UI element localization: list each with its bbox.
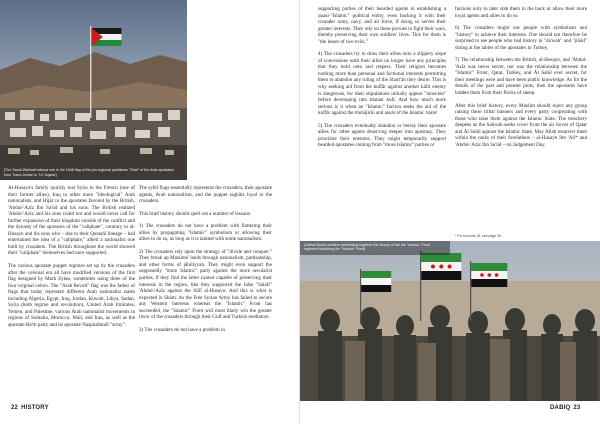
paragraph: 2) The crusaders rely upon the strategy of "divide and conquer." They break up Muslims' lands through nationalism, partisanship, and other forms of jāhiliyyah. They might even support the supposedly "more Islamic" party against the more secularist parties, if they find the latter cannot capable of preserving their interests in the region, like they supported the false "Salafi" 'Abdul-'Azīz against the Sūfī al-Husayn. And this is what is expected in Shām. As the Free Syrian Army has failed to secure any Western interests whereas the "Islamic" Front has succeeded, the "Islamic" Front will most likely win the greater favor of the crusaders through their Gulf and Turkish mediators.: [139, 248, 272, 321]
paragraph: The sybil flags essentially represents the crusaders, their apostate agents, Arab nationalism, and the puppet taghūts loyal to the crusaders.: [139, 185, 272, 205]
opposition-flag-3: [361, 271, 391, 292]
right-page: [300, 0, 600, 424]
paragraph: Al-Husayn's family quickly lost Syria to the French (one of their former allies), Iraq to other more "ideological" Arab nationalists, and Hijāz to the apostates favored by the British, 'Abdul-'Azīz Ibn Sa'ūd and his sons. The British realized 'Abdul-'Azīz and his sons could not and would never call for further expansion of their kingdom outside of the conflict and the dynasty of the sponsors of the "caliphate", contrary to al-Husayn and his sons who – due to their Qurashī lineage – had entertained the idea of a "caliphate," albeit a nationalist one built by crusaders. The British throughout the world showed their "caliphate" themselves had once supported.: [8, 185, 135, 257]
paragraph: 7) The relationship between the British, al-Husayn, and 'Abdul-'Azīz was never secret, nor was the relationship between the "Islamic" Front, Qatar, Turkey, and Āl Salūl ever secret, for their meetings were and have been public knowledge. As for the details of the past and present plots, then the apostates have hidden them from their flocks of sheep.: [455, 57, 587, 97]
right-footer: [550, 405, 583, 411]
page-number: 22: [11, 405, 19, 411]
magazine-name: DABIQ: [550, 405, 571, 411]
photo-caption: [Jabhat Nusra soldiers celebrating together the victory of the the "Islamic" Front regiment bordering the "Islamic" Front]: [304, 243, 430, 252]
paragraph: 4) The crusaders try to draw their allies onto a slippery slope of concessions until their allies no longer have any principles that they hold onto and respect. Their religion becomes nothing more than personal and factional interests permitting them to abandon any ruling of the Sharī'ah they desire. This is why seeking aid from the kuffār against another kāfir enemy is dangerous, for their stipulations initially appear "innocent" before developing into blatant kufr. And how much more serious is it when an "Islamic" faction seeks the aid of the kuffār against the muhājirīn and ansār of the Islamic State!: [318, 51, 446, 117]
photo-caption: [The Saudi-Wahhabi sahwa rule in the 1948 flag of the pro-regional paddlesec "Shaf" of the Arab apostates from Trans-Jordan in '14 'Aqaba']: [4, 168, 175, 177]
paragraph: This brief history should spell out a number of lessons:: [139, 210, 252, 217]
opposition-flag-2: [471, 263, 507, 287]
paragraph: The various apostate puppet regimes set up by the crusaders after the colonial era all have modified versions of the first flag designed by Mark Sykes, sometimes using three of the four original colors. The "Arab Revolt" flag was the father of flags that today represent different Arab nationalist states including Algeria, Egypt, Iraq, Jordan, Kuwait, Libya, Sudan, Syria (both regime and revolution), United Arab Emirates, Yemen, and Palestine, various Arab nationalist movements in regions of Somalia, Morocco, Mali, and Iran, as well as the apostate Ba'th party and its apostate Nasphabandī "army".: [8, 263, 135, 328]
footnote: * For footnote 15, see page 35.: [455, 234, 502, 238]
opposition-flag: [421, 253, 461, 280]
arab-revolt-flag: [91, 28, 121, 46]
flag-city-photo: [0, 0, 187, 180]
section-label: HISTORY: [21, 405, 49, 411]
paragraph: factions only to later stab them in the back or allow their more loyal agents and allies to do so.: [455, 6, 587, 19]
paragraph: 5) The crusaders eventually abandon or betray their apostate allies for other agents deserving deeper into apostasy. They prioritize their enemies. They might temporarily support bearded apostates coming from "more Islamic" parties or: [318, 122, 446, 149]
paragraph: 1) The crusaders do not have a problem with flattering their allies by propagating "Islamic" symbolism or allowing their allies to do so, as long as it is tainted with some nationalism.: [139, 223, 272, 243]
paragraph: After this brief history, every Muslim should reject any group raising these tribal banners and every party cooperating with those who raise them against the Islamic State. The treachery deepens as the Sahwah seeks cover from the air forces of Qatar and Āl Salūl against the Islamic State. May Allah resurrect them within the ranks of their forefathers – al-Husayn Ibn 'Alī* and 'Abdul-'Azīz Ibn Sa'ūd – on Judgement Day.: [455, 102, 587, 148]
left-column-1: [8, 185, 135, 401]
left-column-2: [139, 185, 272, 401]
page-number: 23: [573, 405, 581, 411]
paragraph: 3) The crusaders do not have a problem in: [139, 326, 225, 333]
flag-city-illustration: [0, 0, 187, 180]
right-column-1: [318, 6, 446, 234]
paragraph: 6) The crusaders might use people with symbolism and "history" to achieve their interests. One should not therefore be surprised to see people who had history in "da'wah" and "jihād" sitting at the tables of the apostates in Turkey.: [455, 25, 587, 51]
right-column-2: [455, 6, 587, 232]
fighters-illustration: [300, 241, 600, 401]
paragraph: supporting parties of their bearded agents in establishing a quasi-"Islamic" political entity, even backing it with their crusader army, navy, and air force, if doing so serves their greater interests. They rely on these proxies to fight their wars, thereby preserving their own soldiers' lives. This for them is "the lesser of two evils.": [318, 6, 446, 45]
fighters-photo: [300, 241, 600, 401]
left-footer: [8, 405, 49, 411]
